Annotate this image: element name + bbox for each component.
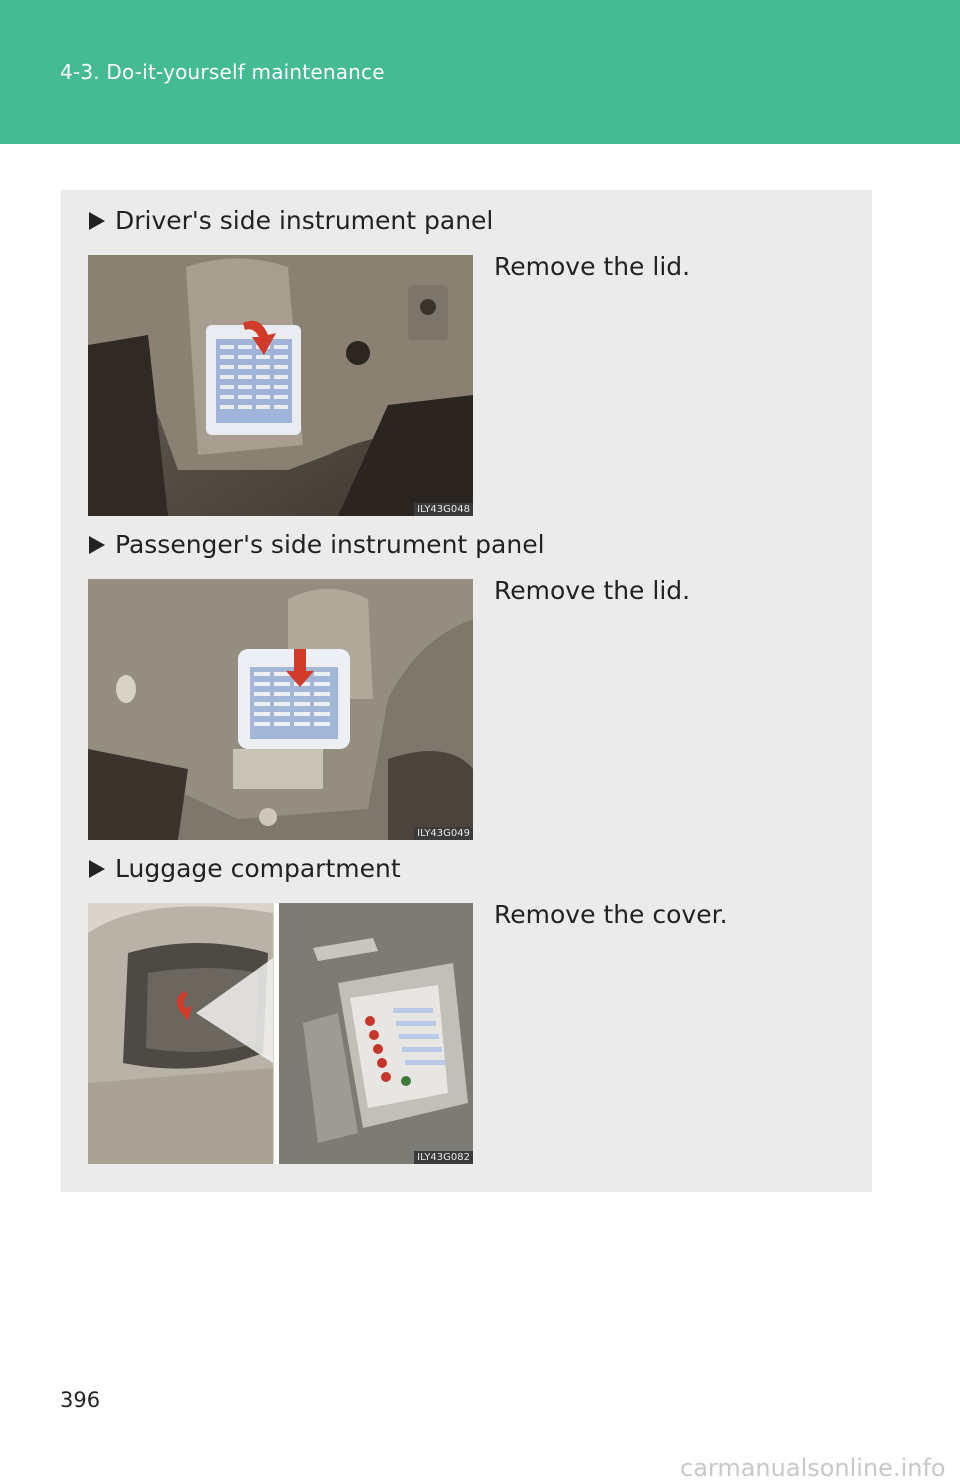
instruction-luggage: Remove the cover. bbox=[494, 900, 728, 929]
section-heading-driver bbox=[89, 206, 493, 235]
content-panel bbox=[61, 190, 872, 1192]
section-heading-luggage bbox=[89, 854, 401, 883]
section-heading-passenger bbox=[89, 530, 545, 559]
image-code: ILY43G048 bbox=[414, 503, 473, 516]
instruction-passenger: Remove the lid. bbox=[494, 576, 691, 605]
page-number: 396 bbox=[60, 1388, 101, 1412]
instruction-driver: Remove the lid. bbox=[494, 252, 691, 281]
triangle-bullet-icon bbox=[89, 536, 105, 554]
triangle-bullet-icon bbox=[89, 860, 105, 878]
luggage-fuse-cover-photo-icon bbox=[88, 903, 473, 1164]
image-code: ILY43G082 bbox=[414, 1151, 473, 1164]
heading-text: Driver's side instrument panel bbox=[115, 206, 494, 235]
watermark: carmanualsonline.info bbox=[680, 1454, 946, 1482]
photo-luggage-compartment bbox=[88, 903, 473, 1164]
image-code: ILY43G049 bbox=[414, 827, 473, 840]
section-title: 4-3. Do-it-yourself maintenance bbox=[60, 60, 385, 84]
photo-passenger-panel bbox=[88, 579, 473, 840]
triangle-bullet-icon bbox=[89, 212, 105, 230]
header-bar bbox=[0, 0, 960, 144]
heading-text: Passenger's side instrument panel bbox=[115, 530, 545, 559]
fuse-box-lid-photo-icon bbox=[88, 579, 473, 840]
heading-text: Luggage compartment bbox=[115, 854, 401, 883]
fuse-box-lid-photo-icon bbox=[88, 255, 473, 516]
photo-driver-panel bbox=[88, 255, 473, 516]
